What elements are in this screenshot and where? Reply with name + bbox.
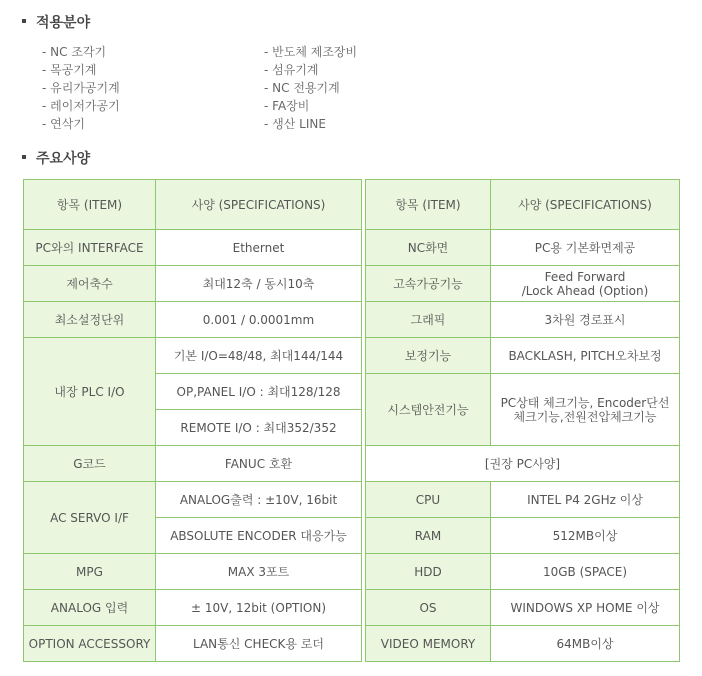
list-item: - 레이저가공기	[42, 99, 120, 113]
row-value: 10GB (SPACE)	[491, 554, 680, 590]
value-line: 체크기능,전원전압체크기능	[513, 409, 657, 424]
header-item: 항목 (ITEM)	[366, 180, 491, 230]
list-item: - 연삭기	[42, 117, 85, 131]
bullet-icon	[22, 155, 26, 159]
row-value: BACKLASH, PITCH오차보정	[491, 338, 680, 374]
list-item: - 섬유기계	[264, 63, 319, 77]
list-item: - 목공기계	[42, 63, 97, 77]
row-label: G코드	[24, 446, 156, 482]
header-specifications: 사양 (SPECIFICATIONS)	[156, 180, 362, 230]
specs-title-text: 주요사양	[36, 151, 91, 167]
row-value: ± 10V, 12bit (OPTION)	[156, 590, 362, 626]
list-item: - FA장비	[264, 99, 310, 113]
row-value: 64MB이상	[491, 626, 680, 662]
row-value: INTEL P4 2GHz 이상	[491, 482, 680, 518]
list-item: - NC 조각기	[42, 45, 107, 59]
recommended-pc-heading: [권장 PC사양]	[366, 446, 680, 482]
row-value: REMOTE I/O : 최대352/352	[156, 410, 362, 446]
row-value	[491, 266, 680, 302]
row-label: NC화면	[366, 230, 491, 266]
row-label: CPU	[366, 482, 491, 518]
row-label: 최소설정단위	[24, 302, 156, 338]
row-value: Ethernet	[156, 230, 362, 266]
row-label: RAM	[366, 518, 491, 554]
row-value: OP,PANEL I/O : 최대128/128	[156, 374, 362, 410]
specs-title	[22, 148, 90, 168]
row-value: ABSOLUTE ENCODER 대응가능	[156, 518, 362, 554]
row-value: PC용 기본화면제공	[491, 230, 680, 266]
row-label: 그래픽	[366, 302, 491, 338]
row-label: PC와의 INTERFACE	[24, 230, 156, 266]
row-label: HDD	[366, 554, 491, 590]
header-item: 항목 (ITEM)	[24, 180, 156, 230]
row-label: ANALOG 입력	[24, 590, 156, 626]
value-line: PC상태 체크기능, Encoder단선	[500, 395, 670, 410]
applications-left-column	[42, 43, 120, 133]
header-specifications: 사양 (SPECIFICATIONS)	[491, 180, 680, 230]
row-label: 고속가공기능	[366, 266, 491, 302]
value-line: Feed Forward	[544, 269, 626, 284]
row-value: 기본 I/O=48/48, 최대144/144	[156, 338, 362, 374]
applications-title	[22, 12, 90, 32]
row-label: 내장 PLC I/O	[24, 338, 156, 446]
row-value: LAN통신 CHECK용 로더	[156, 626, 362, 662]
applications-right-column	[264, 43, 357, 133]
row-label: MPG	[24, 554, 156, 590]
row-value: WINDOWS XP HOME 이상	[491, 590, 680, 626]
row-value: ANALOG출력 : ±10V, 16bit	[156, 482, 362, 518]
list-item: - 생산 LINE	[264, 117, 326, 131]
row-value: 3차원 경로표시	[491, 302, 680, 338]
row-value: 512MB이상	[491, 518, 680, 554]
row-value	[491, 374, 680, 446]
list-item: - 반도체 제조장비	[264, 45, 358, 59]
row-value: 0.001 / 0.0001mm	[156, 302, 362, 338]
applications-title-text: 적용분야	[36, 15, 91, 31]
row-label: 보정기능	[366, 338, 491, 374]
list-item: - NC 전용기계	[264, 81, 340, 95]
row-label: 제어축수	[24, 266, 156, 302]
row-value: FANUC 호환	[156, 446, 362, 482]
list-item: - 유리가공기계	[42, 81, 120, 95]
row-label: 시스템안전기능	[366, 374, 491, 446]
row-label: AC SERVO I/F	[24, 482, 156, 554]
row-label: VIDEO MEMORY	[366, 626, 491, 662]
row-value: 최대12축 / 동시10축	[156, 266, 362, 302]
row-label: OPTION ACCESSORY	[24, 626, 156, 662]
value-line: /Lock Ahead (Option)	[521, 283, 649, 298]
spec-table-right	[365, 179, 680, 662]
spec-table-left	[23, 179, 362, 662]
bullet-icon	[22, 19, 26, 23]
row-value: MAX 3포트	[156, 554, 362, 590]
row-label: OS	[366, 590, 491, 626]
